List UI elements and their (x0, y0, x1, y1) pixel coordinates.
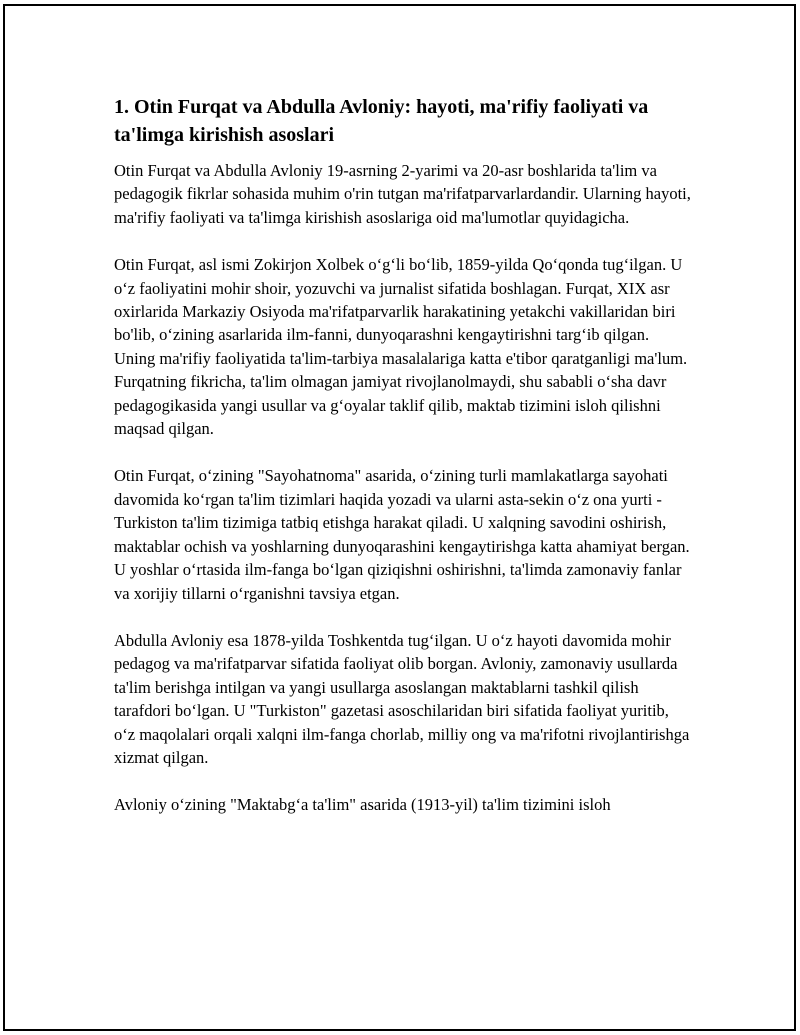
document-body (114, 93, 694, 841)
paragraph-furqat-sayohatnoma: Otin Furqat, oʻzining "Sayohatnoma" asarida, oʻzining turli mamlakatlarga sayohati davomida koʻrgan ta'lim tizimlari haqida yozadi va ularni asta-sekin oʻz ona yurti - Turkiston ta'lim tizimiga tatbiq etishga harakat qiladi. U xalqning savodini oshirish, maktablar ochish va yoshlarning dunyoqarashini kengaytirishga katta ahamiyat bergan. U yoshlar oʻrtasida ilm-fanga boʻlgan qiziqishni oshirishni, ta'limda zamonaviy fanlar va xorijiy tillarni oʻrganishni tavsiya etgan. (114, 466, 690, 603)
paragraph-intro: Otin Furqat va Abdulla Avloniy 19-asrning 2-yarimi va 20-asr boshlarida ta'lim va pedagogik fikrlar sohasida muhim o'rin tutgan ma'rifatparvarlardandir. Ularning hayoti, ma'rifiy faoliyati va ta'limga kirishish asoslariga oid ma'lumotlar quyidagicha. (114, 161, 691, 227)
paragraph-avloniy-maktab: Avloniy oʻzining "Maktabgʻa ta'lim" asarida (1913-yil) ta'lim tizimini isloh (114, 795, 611, 815)
paragraph-avloniy-biography: Abdulla Avloniy esa 1878-yilda Toshkentda tugʻilgan. U oʻz hayoti davomida mohir pedagog va ma'rifatparvar sifatida faoliyat olib borgan. Avloniy, zamonaviy usullarda ta'lim berishga intilgan va yangi usullarga asoslangan maktablarni tashkil qilish tarafdori boʻlgan. U "Turkiston" gazetasi asoschilaridan biri sifatida faoliyat yuritib, oʻz maqolalari orqali xalqni ilm-fanga chorlab, milliy ong va ma'rifotni rivojlantirishga xizmat qilgan. (114, 630, 690, 767)
section-title: 1. Otin Furqat va Abdulla Avloniy: hayoti, ma'rifiy faoliyati va ta'limga kirishish asoslari (114, 96, 649, 146)
paragraph-furqat-biography: Otin Furqat, asl ismi Zokirjon Xolbek oʻgʻli boʻlib, 1859-yilda Qoʻqonda tugʻilgan. U oʻz faoliyatini mohir shoir, yozuvchi va jurnalist sifatida boshlagan. Furqat, XIX asr oxirlarida Markaziy Osiyoda ma'rifatparvarlik harakatining yetakchi vakillaridan biri bo'lib, oʻzining asarlarida ilm-fanni, dunyoqarashni kengaytirishni targʻib qilgan. Uning ma'rifiy faoliyatida ta'lim-tarbiya masalalariga katta e'tibor qaratganligi ma'lum. Furqatning fikricha, ta'lim olmagan jamiyat rivojlanolmaydi, shu sababli oʻsha davr pedagogikasida yangi usullar va gʻoyalar taklif qilib, maktab tizimini isloh qilishni maqsad qilgan. (114, 255, 688, 439)
